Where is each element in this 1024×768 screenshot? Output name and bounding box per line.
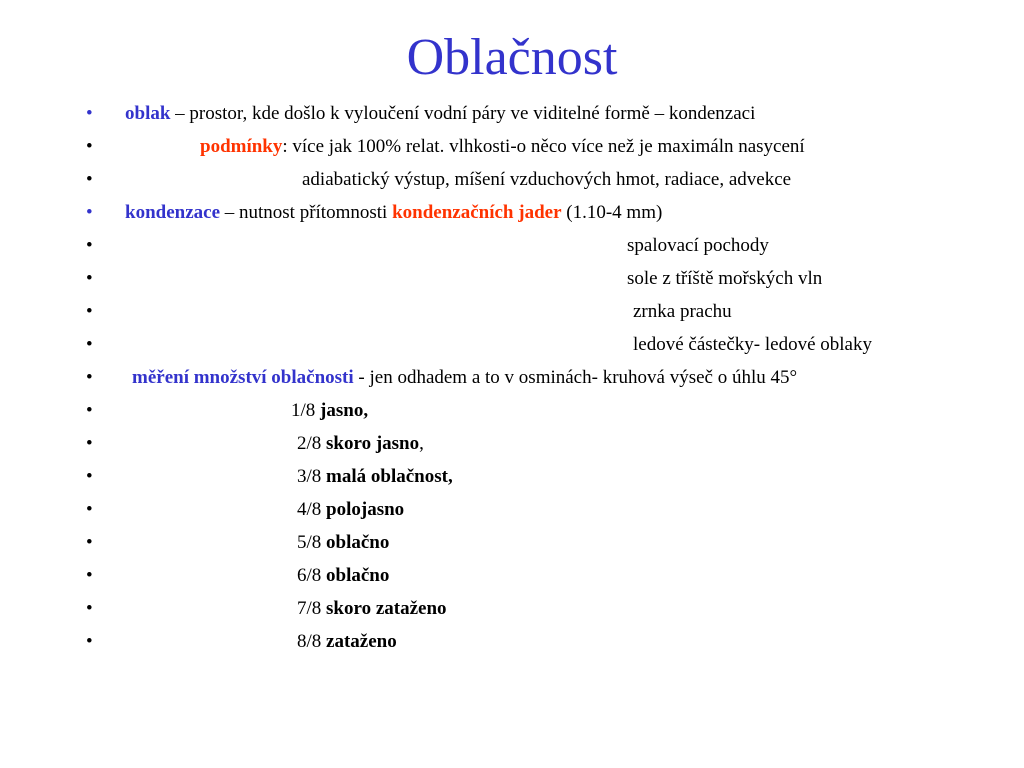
bullet-row-ledove xyxy=(0,331,1024,359)
scale-fraction: 1/8 xyxy=(291,400,316,421)
bullet-marker: • xyxy=(86,466,93,487)
scale-fraction: 3/8 xyxy=(297,466,322,487)
bullet-marker: • xyxy=(86,169,93,190)
bullet-text: zrnka prachu xyxy=(633,301,732,322)
bullet-row-prach xyxy=(0,298,1024,326)
scale-fraction: 5/8 xyxy=(297,532,322,553)
term-podminky: podmínky xyxy=(200,136,283,157)
scale-content xyxy=(297,430,424,458)
bullet-marker: • xyxy=(86,367,93,388)
scale-fraction: 7/8 xyxy=(297,598,322,619)
scale-row xyxy=(0,595,1024,623)
bullet-row-mereni xyxy=(0,364,1024,392)
scale-fraction: 2/8 xyxy=(297,433,322,454)
bullet-content xyxy=(125,100,755,128)
bullet-marker: • xyxy=(86,400,93,421)
definition-podminky: : více jak 100% relat. vlhkosti-o něco více než je maximáln nasycení xyxy=(282,136,805,157)
bullet-content xyxy=(200,133,805,161)
bullet-row-kondenzace xyxy=(0,199,1024,227)
term-mereni: měření množství oblačnosti xyxy=(132,367,354,388)
scale-row xyxy=(0,628,1024,656)
scale-label: polojasno xyxy=(326,499,405,520)
scale-content xyxy=(291,397,368,425)
bullet-marker: • xyxy=(86,499,93,520)
definition-kondenzace: – nutnost přítomnosti xyxy=(220,202,393,223)
scale-fraction: 8/8 xyxy=(297,631,322,652)
bullet-content xyxy=(132,364,797,392)
bullet-marker: • xyxy=(86,565,93,586)
bullet-text: spalovací pochody xyxy=(627,235,769,256)
bullet-content xyxy=(125,199,662,227)
scale-content xyxy=(297,595,447,623)
bullet-marker: • xyxy=(86,433,93,454)
scale-content xyxy=(297,496,404,524)
scale-content xyxy=(297,529,389,557)
scale-row xyxy=(0,463,1024,491)
bullet-text: ledové částečky- ledové oblaky xyxy=(633,334,872,355)
bullet-marker: • xyxy=(86,103,93,124)
definition-mereni: - jen odhadem a to v osminách- kruhová výseč o úhlu 45° xyxy=(353,367,798,388)
slide-title: Oblačnost xyxy=(406,29,618,86)
bullet-row-sole xyxy=(0,265,1024,293)
scale-content xyxy=(297,562,389,590)
scale-label: skoro zataženo xyxy=(326,598,447,619)
bullet-marker: • xyxy=(86,334,93,355)
scale-label: zataženo xyxy=(326,631,397,652)
term-oblak: oblak xyxy=(125,103,171,124)
scale-label: skoro jasno xyxy=(326,433,420,454)
bullet-marker: • xyxy=(86,202,93,223)
scale-label: oblačno xyxy=(326,532,390,553)
scale-row xyxy=(0,430,1024,458)
bullet-text: adiabatický výstup, míšení vzduchových hmot, radiace, advekce xyxy=(302,169,792,190)
bullet-marker: • xyxy=(86,136,93,157)
term-kondenzace: kondenzace xyxy=(125,202,220,223)
scale-fraction: 6/8 xyxy=(297,565,322,586)
scale-row xyxy=(0,496,1024,524)
scale-row xyxy=(0,397,1024,425)
scale-content xyxy=(297,463,453,491)
bullet-row-processes xyxy=(0,166,1024,194)
bullet-text: sole z tříště mořských vln xyxy=(627,268,823,289)
bullet-row-oblak xyxy=(0,100,1024,128)
bullet-marker: • xyxy=(86,598,93,619)
bullet-row-spalovaci xyxy=(0,232,1024,260)
bullet-marker: • xyxy=(86,301,93,322)
bullet-marker: • xyxy=(86,532,93,553)
scale-label: jasno, xyxy=(320,400,369,421)
bullet-marker: • xyxy=(86,631,93,652)
scale-row xyxy=(0,562,1024,590)
bullet-marker: • xyxy=(86,235,93,256)
scale-content xyxy=(297,628,397,656)
definition-kondenzacnich-jader: (1.10-4 mm) xyxy=(561,202,663,223)
term-kondenzacnich-jader: kondenzačních jader xyxy=(392,202,562,223)
scale-suffix: , xyxy=(419,433,424,454)
definition-oblak: – prostor, kde došlo k vyloučení vodní páry ve viditelné formě – kondenzaci xyxy=(170,103,756,124)
scale-fraction: 4/8 xyxy=(297,499,322,520)
scale-label: malá oblačnost, xyxy=(326,466,453,487)
scale-label: oblačno xyxy=(326,565,390,586)
scale-row xyxy=(0,529,1024,557)
bullet-row-podminky xyxy=(0,133,1024,161)
bullet-marker: • xyxy=(86,268,93,289)
